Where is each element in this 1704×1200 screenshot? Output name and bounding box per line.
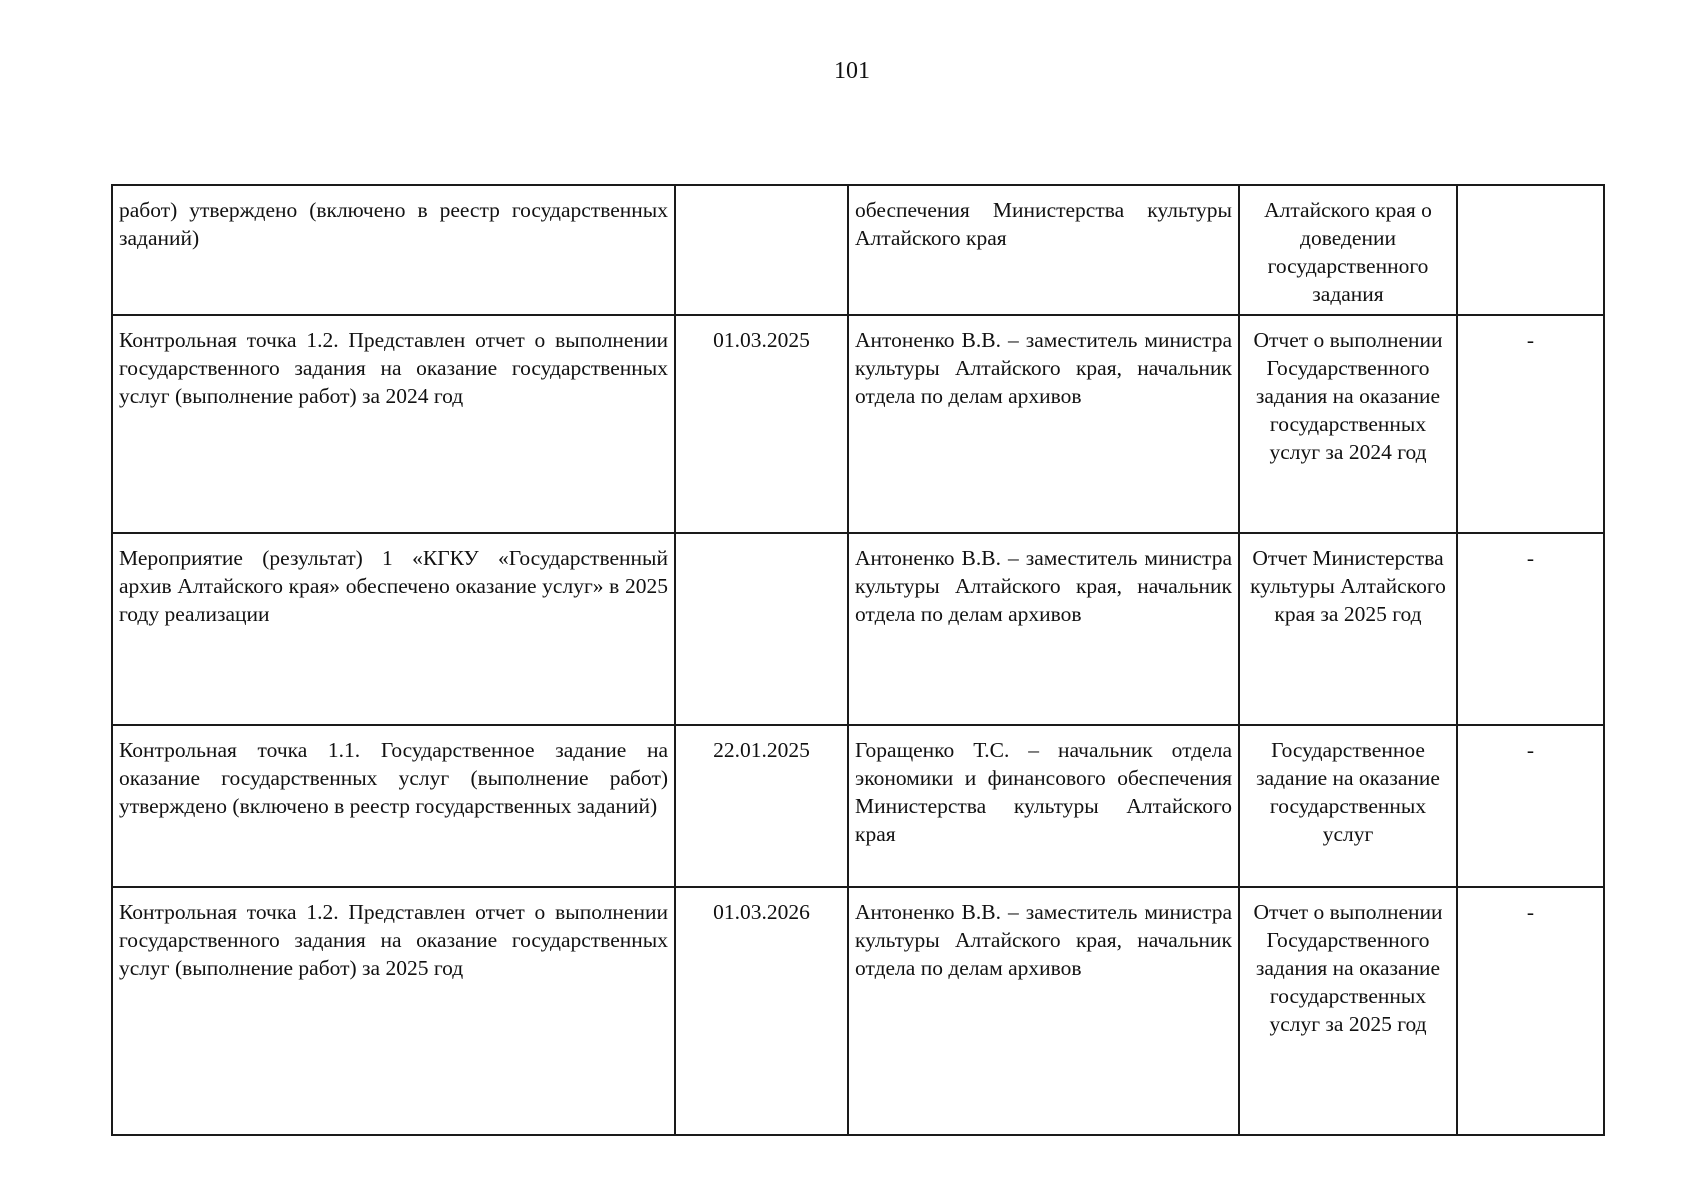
date-cell: 01.03.2026 <box>675 887 848 1135</box>
document-cell: Государственное задание на оказание государственных услуг <box>1239 725 1457 887</box>
table-row <box>112 725 1604 887</box>
table-row <box>112 315 1604 533</box>
document-cell: Отчет о выполнении Государственного задания на оказание государственных услуг за 2025 год <box>1239 887 1457 1135</box>
extra-cell <box>1457 185 1604 315</box>
page-number: 101 <box>834 58 870 84</box>
responsible-cell: Антоненко В.В. – заместитель министра культуры Алтайского края, начальник отдела по делам архивов <box>848 887 1239 1135</box>
description-cell: Контрольная точка 1.2. Представлен отчет о выполнении государственного задания на оказание государственных услуг (выполнение работ) за 2024 год <box>112 315 675 533</box>
description-cell: работ) утверждено (включено в реестр государственных заданий) <box>112 185 675 315</box>
table-row <box>112 185 1604 315</box>
responsible-cell: Антоненко В.В. – заместитель министра культуры Алтайского края, начальник отдела по делам архивов <box>848 315 1239 533</box>
responsible-cell: Горащенко Т.С. – начальник отдела экономики и финансового обеспечения Министерства культуры Алтайского края <box>848 725 1239 887</box>
responsible-cell: Антоненко В.В. – заместитель министра культуры Алтайского края, начальник отдела по делам архивов <box>848 533 1239 725</box>
date-cell <box>675 185 848 315</box>
description-cell: Контрольная точка 1.1. Государственное задание на оказание государственных услуг (выполнение работ) утверждено (включено в реестр государственных заданий) <box>112 725 675 887</box>
description-cell: Мероприятие (результат) 1 «КГКУ «Государственный архив Алтайского края» обеспечено оказание услуг» в 2025 году реализации <box>112 533 675 725</box>
extra-cell: - <box>1457 533 1604 725</box>
table-row <box>112 887 1604 1135</box>
document-cell: Отчет Министерства культуры Алтайского края за 2025 год <box>1239 533 1457 725</box>
extra-cell: - <box>1457 315 1604 533</box>
description-cell: Контрольная точка 1.2. Представлен отчет о выполнении государственного задания на оказание государственных услуг (выполнение работ) за 2025 год <box>112 887 675 1135</box>
table-row <box>112 533 1604 725</box>
date-cell <box>675 533 848 725</box>
document-cell: Алтайского края о доведении государственного задания <box>1239 185 1457 315</box>
date-cell: 22.01.2025 <box>675 725 848 887</box>
document-cell: Отчет о выполнении Государственного задания на оказание государственных услуг за 2024 год <box>1239 315 1457 533</box>
extra-cell: - <box>1457 725 1604 887</box>
responsible-cell: обеспечения Министерства культуры Алтайского края <box>848 185 1239 315</box>
measures-table <box>111 184 1605 1136</box>
extra-cell: - <box>1457 887 1604 1135</box>
date-cell: 01.03.2025 <box>675 315 848 533</box>
